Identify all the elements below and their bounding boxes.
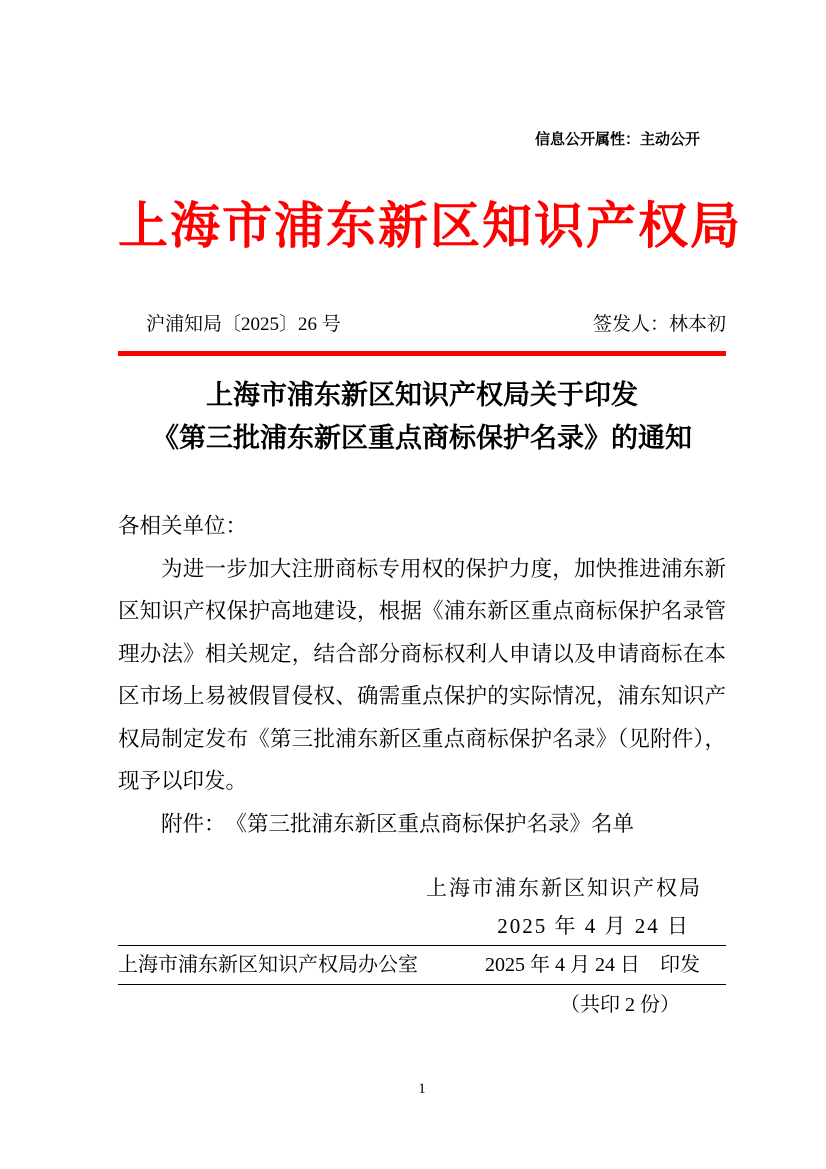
issuing-office: 上海市浦东新区知识产权局办公室 xyxy=(118,954,418,976)
page-number: 1 xyxy=(418,1081,426,1097)
signature-date: 2025 年 4 月 24 日 xyxy=(497,914,690,938)
body-paragraph-line: 权局制定发布《第三批浦东新区重点商标保护名录》（见附件）， xyxy=(118,726,726,751)
body-paragraph-line: 区知识产权保护高地建设，根据《浦东新区重点商标保护名录管 xyxy=(118,599,726,623)
attachment-line: 附件： 《第三批浦东新区重点商标保护名录》名单 xyxy=(161,811,635,836)
print-date: 2025 年 4 月 24 日 印发 xyxy=(485,954,700,976)
signature-org: 上海市浦东新区知识产权局 xyxy=(426,876,702,900)
document-content xyxy=(118,131,742,1099)
document-body xyxy=(118,505,726,845)
issuer-name: 签发人：林本初 xyxy=(592,314,726,335)
body-paragraph-line: 现予以印发。 xyxy=(118,769,248,793)
document-title-line2: 《第三批浦东新区重点商标保护名录》的通知 xyxy=(152,423,692,453)
body-paragraph-line: 区市场上易被假冒侵权、确需重点保护的实际情况，浦东知识产 xyxy=(118,684,726,708)
signature-block xyxy=(118,869,726,945)
copies-count: （共印 2 份） xyxy=(560,994,680,1016)
red-divider-rule xyxy=(118,351,726,356)
document-title-line1: 上海市浦东新区知识产权局关于印发 xyxy=(206,380,638,410)
issuance-record-row xyxy=(118,946,726,984)
disclosure-attribute-label: 信息公开属性：主动公开 xyxy=(534,131,700,148)
issuance-record-box xyxy=(118,945,726,985)
salutation: 各相关单位： xyxy=(118,514,248,538)
document-title xyxy=(118,374,726,460)
body-paragraph-line: 理办法》相关规定，结合部分商标权利人申请以及申请商标在本 xyxy=(118,641,726,666)
body-paragraph-line: 为进一步加大注册商标专用权的保护力度，加快推进浦东新 xyxy=(161,556,726,581)
document-number: 沪浦知局〔2025〕26 号 xyxy=(146,314,341,335)
letterhead-org-title: 上海市浦东新区知识产权局 xyxy=(118,198,742,254)
document-number-row xyxy=(118,314,726,336)
